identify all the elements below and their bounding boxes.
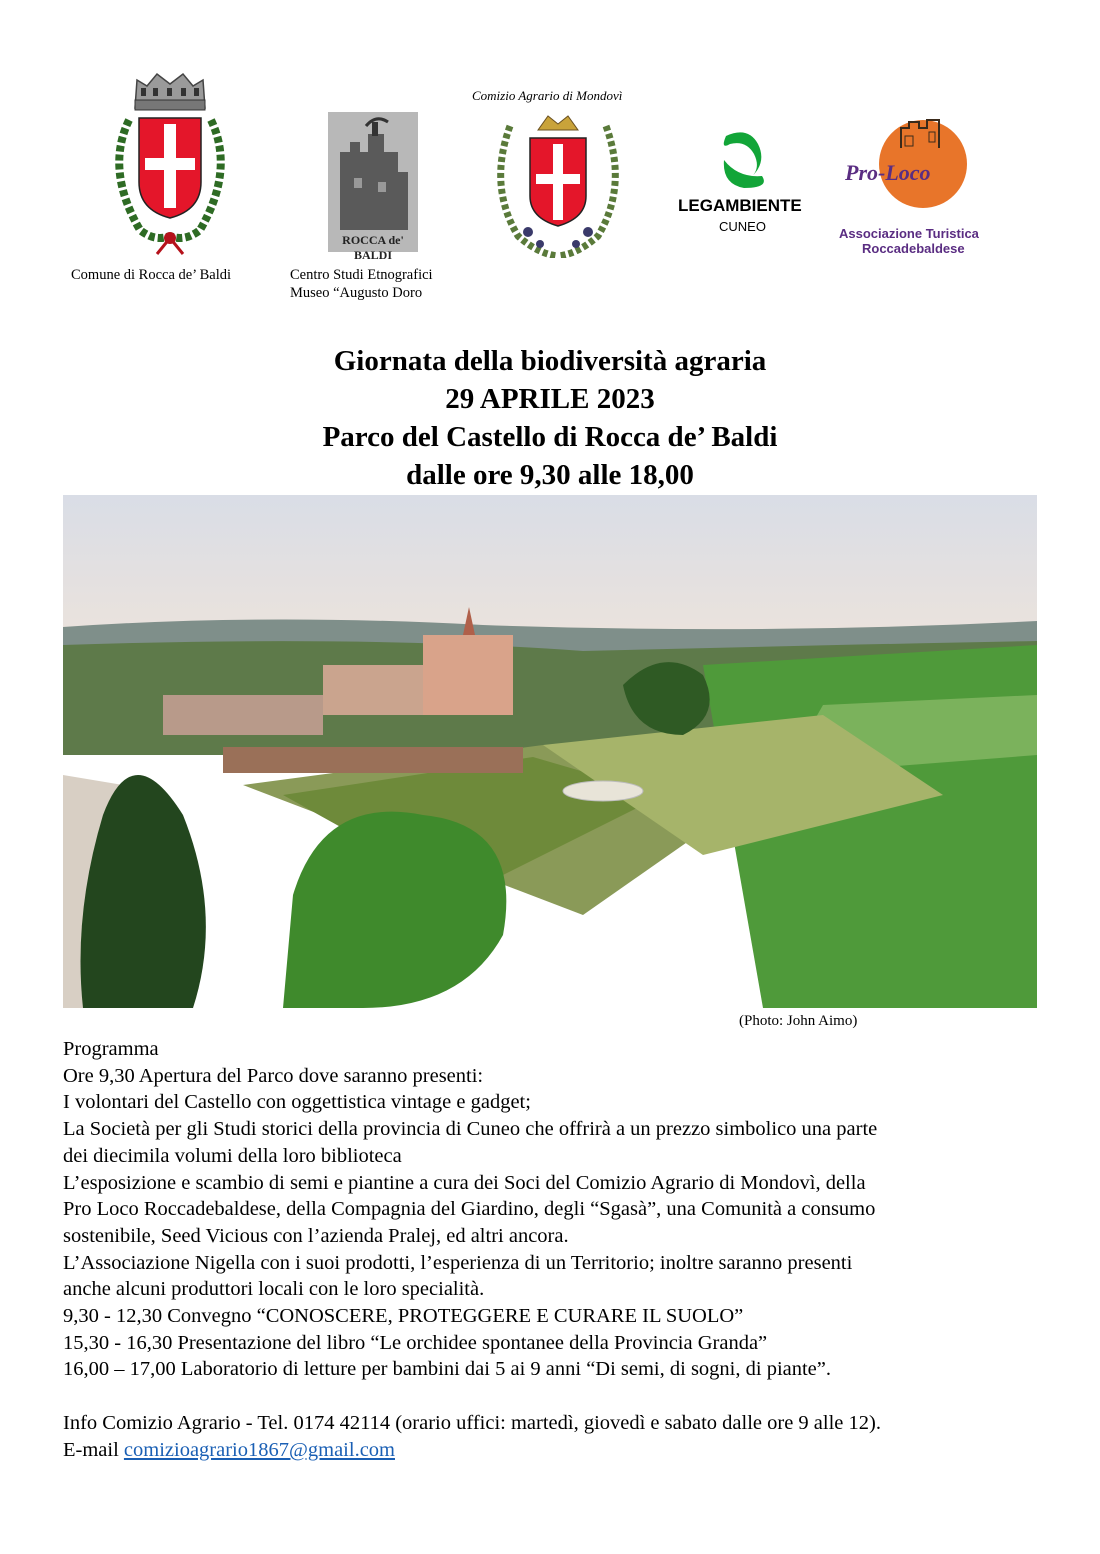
comizio-emblem — [488, 106, 628, 258]
proloco-line1: Associazione Turistica — [839, 226, 979, 241]
program-line: dei diecimila volumi della loro biblioteca — [63, 1144, 402, 1167]
program-line: La Società per gli Studi storici della provincia di Cuneo che offrirà a un prezzo simbolico una parte — [63, 1118, 878, 1141]
email-line — [63, 1437, 1043, 1464]
park-photo — [63, 495, 1037, 1008]
proloco-name: Pro-Loco — [845, 160, 931, 185]
email-link[interactable]: comizioagrario1867@gmail.com — [123, 1438, 395, 1461]
title-hours: dalle ore 9,30 alle 18,00 — [406, 459, 694, 491]
program-line: sostenibile, Seed Vicious con l’azienda Pralej, ed altri ancora. — [63, 1224, 569, 1247]
legambiente-name: LEGAMBIENTE — [678, 196, 802, 215]
comune-caption: Comune di Rocca de’ Baldi — [71, 267, 231, 283]
comizio-arc-text: Comizio Agrario di Mondovì — [472, 88, 623, 103]
program-line: Pro Loco Roccadebaldese, della Compagnia del Giardino, degli “Sgasà”, una Comunità a consumo — [63, 1198, 876, 1221]
centro-studi-caption-line1: Centro Studi Etnografici — [290, 267, 433, 283]
program-line: L’esposizione e scambio di semi e piantine a cura dei Soci del Comizio Agrario di Mondovì, della — [63, 1171, 866, 1194]
program-line: 16,00 – 17,00 Laboratorio di letture per bambini dai 5 ai 9 anni “Di semi, di sogni, di piante”. — [63, 1358, 832, 1381]
program-section — [63, 1036, 1043, 1463]
proloco-logo — [845, 112, 970, 220]
centro-studi-caption-line2: Museo “Augusto Doro — [290, 285, 423, 301]
legambiente-swan-icon — [718, 130, 774, 192]
comune-coat-of-arms — [95, 70, 245, 260]
program-line: L’Associazione Nigella con i suoi prodotti, l’esperienza di un Territorio; inoltre saranno presenti — [63, 1251, 853, 1274]
event-title — [0, 342, 1100, 494]
program-line: anche alcuni produttori locali con le loro specialità. — [63, 1278, 485, 1301]
castle-logo-text: ROCCA de' BALDI — [342, 233, 404, 262]
castle-logo — [328, 112, 418, 262]
program-heading: Programma — [63, 1038, 159, 1060]
program-line: I volontari del Castello con oggettistica vintage e gadget; — [63, 1091, 531, 1114]
proloco-line2: Roccadebaldese — [862, 241, 965, 256]
title-line1: Giornata della biodiversità agraria — [333, 345, 767, 377]
program-line: Ore 9,30 Apertura del Parco dove saranno presenti: — [63, 1064, 484, 1087]
photo-credit: (Photo: John Aimo) — [739, 1013, 858, 1029]
title-location: Parco del Castello di Rocca de’ Baldi — [322, 421, 778, 453]
program-line: 9,30 - 12,30 Convegno “CONOSCERE, PROTEGGERE E CURARE IL SUOLO” — [63, 1305, 744, 1328]
program-line: 15,30 - 16,30 Presentazione del libro “Le orchidee spontanee della Provincia Granda” — [63, 1331, 768, 1354]
centro-studi-caption — [290, 266, 433, 302]
email-label: E-mail — [63, 1438, 124, 1461]
legambiente-sub: CUNEO — [719, 219, 766, 234]
title-date: 29 APRILE 2023 — [445, 383, 655, 415]
info-line: Info Comizio Agrario - Tel. 0174 42114 (orario uffici: martedì, giovedì e sabato dalle ore 9 alle 12). — [63, 1411, 881, 1434]
